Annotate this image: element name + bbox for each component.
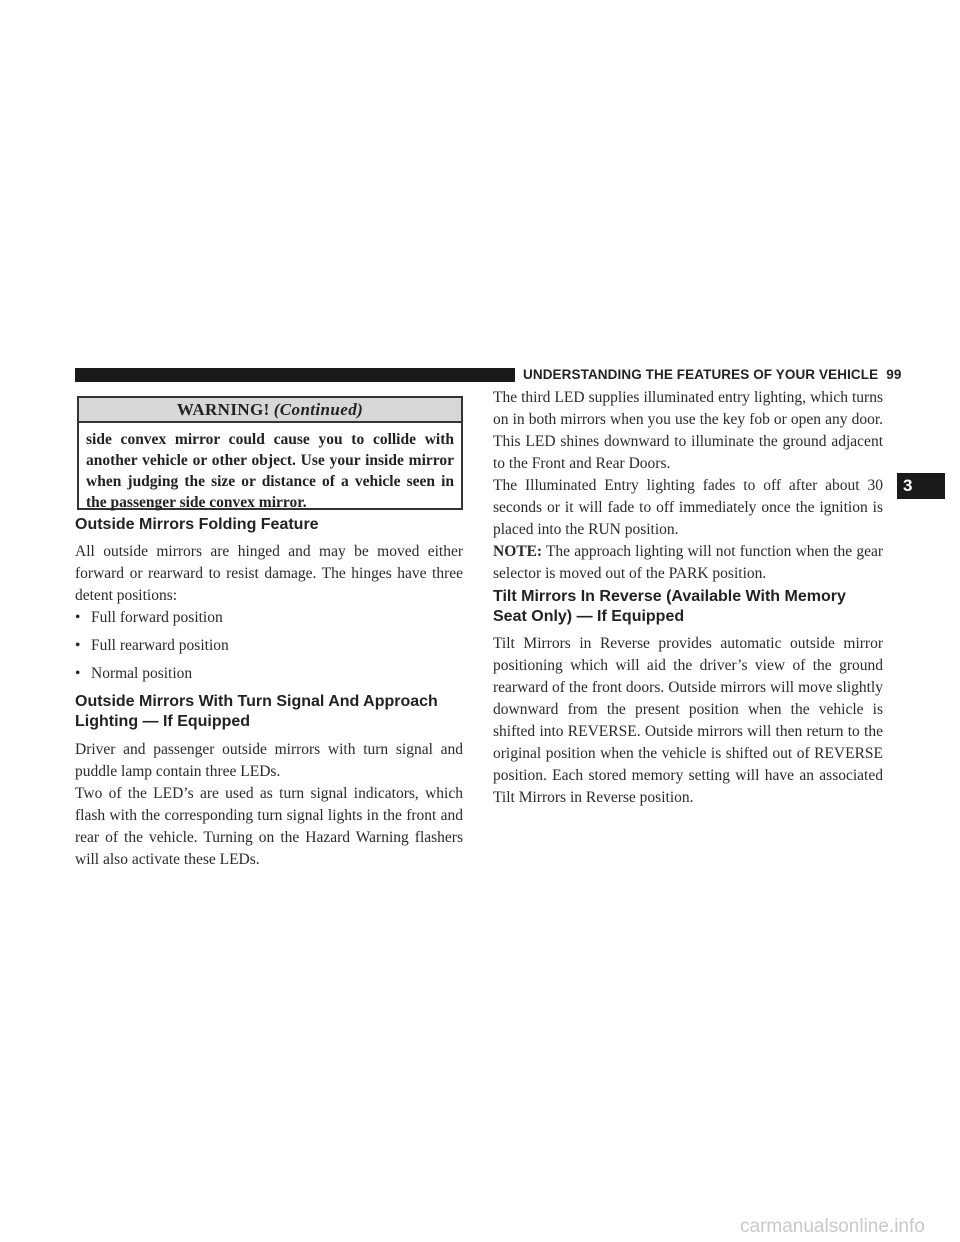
note-paragraph bbox=[493, 541, 883, 585]
note-text: The approach lighting will not function when the gear selector is moved out of the PARK position. bbox=[493, 543, 883, 582]
heading-line: Outside Mirrors With Turn Signal And Approach bbox=[75, 693, 438, 710]
heading-line: Lighting — If Equipped bbox=[75, 713, 251, 730]
warning-text: side convex mirror could cause you to collide with another vehicle or other object. Use your inside mirror when judging the size or distance of a vehicle seen in the passenger side convex mirror. bbox=[86, 431, 454, 511]
folding-paragraph: All outside mirrors are hinged and may be moved either forward or rearward to resist damage. The hinges have three detent positions: bbox=[75, 543, 463, 604]
bullet-dot: • bbox=[75, 637, 81, 654]
turn-signal-paragraph-2: Two of the LED’s are used as turn signal indicators, which flash with the corresponding turn signal lights in the front and rear of the vehicle. Turning on the Hazard Warning flashers will also activate these LEDs. bbox=[75, 785, 463, 868]
heading-line: Tilt Mirrors In Reverse (Available With Memory bbox=[493, 588, 846, 605]
third-led-paragraph: The third LED supplies illuminated entry lighting, which turns on in both mirrors when you use the key fob or open any door. This LED shines downward to illuminate the ground adjacent to the Front and Rear Doors. bbox=[493, 389, 883, 472]
tilt-paragraph: Tilt Mirrors in Reverse provides automatic outside mirror positioning which will aid the driver’s view of the ground rearward of the front doors. Outside mirrors will move slightly downward from the present position when the vehicle is shifted into REVERSE. Outside mirrors will then return to the original position when the vehicle is shifted out of REVERSE position. Each stored memory setting will have an associated Tilt Mirrors in Reverse position. bbox=[493, 635, 883, 806]
list-item bbox=[75, 635, 229, 657]
folding-heading: Outside Mirrors Folding Feature bbox=[75, 516, 319, 533]
chapter-tab: 3 bbox=[897, 473, 945, 499]
list-item-text: Full forward position bbox=[91, 609, 223, 626]
warning-title: WARNING! bbox=[176, 400, 270, 419]
illuminated-entry-paragraph: The Illuminated Entry lighting fades to off after about 30 seconds or it will fade to off immediately once the ignition is placed into the RUN position. bbox=[493, 477, 883, 538]
turn-signal-heading bbox=[75, 692, 463, 732]
bullet-dot: • bbox=[75, 609, 81, 626]
list-item-text: Normal position bbox=[91, 665, 193, 682]
watermark: carmanualsonline.info bbox=[740, 1216, 925, 1237]
warning-continued: (Continued) bbox=[273, 400, 364, 419]
note-label: NOTE: bbox=[493, 543, 543, 560]
list-item bbox=[75, 663, 192, 685]
list-item-text: Full rearward position bbox=[91, 637, 229, 654]
warning-box bbox=[77, 396, 463, 510]
turn-signal-paragraph-1: Driver and passenger outside mirrors with turn signal and puddle lamp contain three LEDs. bbox=[75, 741, 463, 780]
tilt-heading bbox=[493, 587, 883, 627]
header-rule bbox=[75, 368, 515, 382]
warning-header bbox=[79, 398, 461, 423]
running-header bbox=[523, 365, 902, 385]
heading-line: Seat Only) — If Equipped bbox=[493, 608, 685, 625]
bullet-dot: • bbox=[75, 665, 81, 682]
list-item bbox=[75, 607, 223, 629]
section-title: UNDERSTANDING THE FEATURES OF YOUR VEHICLE bbox=[523, 367, 879, 382]
page-number: 99 bbox=[886, 367, 902, 382]
